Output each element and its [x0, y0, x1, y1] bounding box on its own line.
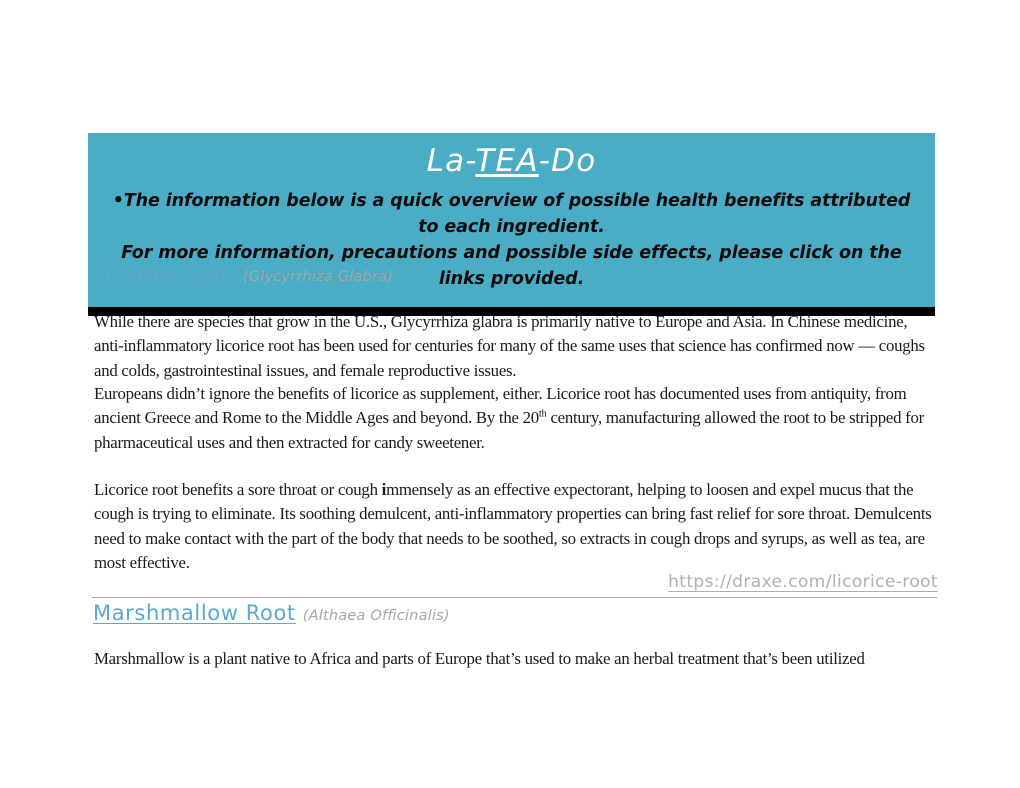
- section-title-link[interactable]: Licorice Root: [93, 262, 236, 286]
- paragraph-marshmallow-intro: [94, 647, 940, 671]
- paragraph-text-bold: i: [381, 480, 387, 499]
- banner-note-line-2: For more information, precautions and possible side effects, please click on the links provided.: [121, 243, 902, 290]
- paragraph-text-post: mmensely as an effective expectorant, helping to loosen and expel mucus that the cough is trying to eliminate. Its soothing demulcent, anti-inflammatory properties can bring fast relief for sore throat. Demulcents need to make contact with the part of the body that needs to be soothed, so extracts in cough drops and syrups, as well as tea, are most effective.: [94, 480, 932, 573]
- title-suffix: -Do: [538, 143, 597, 179]
- source-url-licorice-root[interactable]: https://draxe.com/licorice-root: [668, 572, 938, 592]
- section-divider: [92, 597, 937, 598]
- paragraph-text-pre: Licorice root benefits a sore throat or cough: [94, 480, 382, 499]
- paragraph-licorice-benefits: [94, 478, 940, 576]
- paragraph-text-post: century, manufacturing allowed the root to be stripped for pharmaceutical uses and then extracted for candy sweetener.: [94, 408, 924, 452]
- title-prefix: La-: [426, 143, 476, 179]
- section-heading-marshmallow-root: [93, 601, 450, 625]
- paragraph-text: [94, 478, 940, 576]
- paragraph-licorice-history: [94, 382, 940, 455]
- section-heading-licorice-root: [93, 262, 393, 286]
- section-latin-name: (Althaea Officinalis): [302, 608, 450, 624]
- title-banner: [88, 133, 935, 316]
- paragraph-text: Marshmallow is a plant native to Africa and parts of Europe that’s used to make an herbal treatment that’s been utilized: [94, 649, 865, 668]
- page-title: [88, 133, 935, 182]
- paragraph-licorice-origin: [94, 310, 940, 383]
- paragraph-text-pre: Europeans didn’t ignore the benefits of licorice as supplement, either. Licorice root has documented uses from antiquity, from ancient Greece and Rome to the Middle Ages and beyond. By the 20: [94, 384, 907, 428]
- section-latin-name: (Glycyrrhiza Glabra): [242, 269, 394, 285]
- ordinal-superscript: th: [538, 408, 547, 420]
- section-title-link[interactable]: Marshmallow Root: [93, 601, 296, 625]
- banner-note-line-1: •The information below is a quick overview of possible health benefits attributed to each ingredient.: [112, 190, 911, 237]
- banner-note: [88, 182, 935, 307]
- title-tea-underlined: TEA: [475, 143, 539, 179]
- paragraph-text: While there are species that grow in the U.S., Glycyrrhiza glabra is primarily native to Europe and Asia. In Chinese medicine, anti-inflammatory licorice root has been used for centuries for many of the same uses that science has confirmed now — coughs and colds, gastrointestinal issues, and female reproductive issues.: [94, 312, 925, 380]
- paragraph-text: [94, 382, 940, 455]
